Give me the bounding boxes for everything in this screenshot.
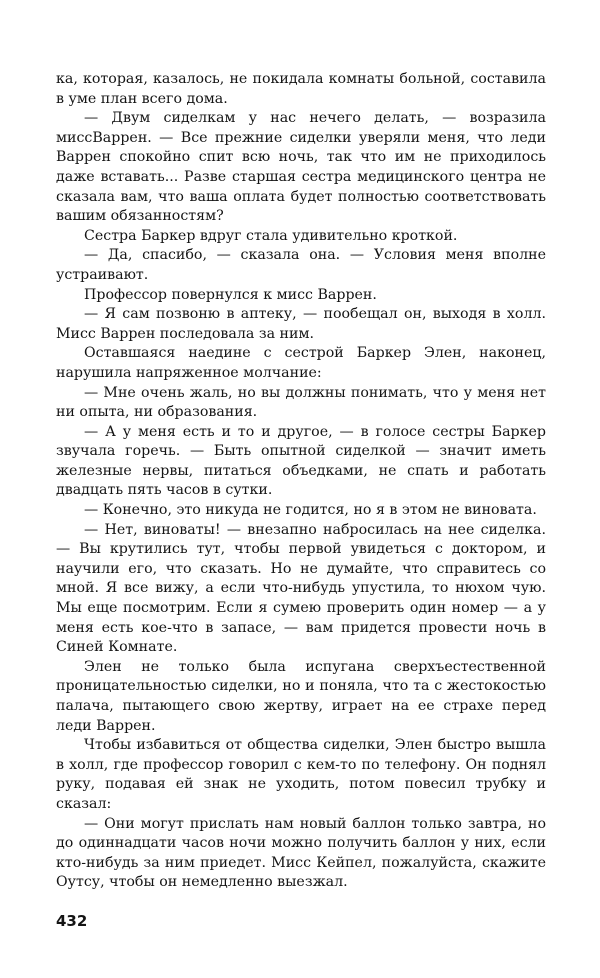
paragraph-12: Элен не только была испугана сверхъестественной проницательностью сиделки, но и поняла, что та с жестокостью палача, пытающего свою жертву, играет на ее страхе перед леди Варрен. — [56, 658, 546, 734]
paragraph-6: — Я сам позвоню в аптеку, — пообещал он, выходя в холл. Мисс Варрен последовала за ним. — [56, 306, 546, 342]
paragraph-1: ка, которая, казалось, не покидала комнаты больной, составила в уме план всего дома. — [56, 71, 546, 107]
paragraph-14: — Они могут прислать нам новый баллон только завтра, но до одиннадцати часов ночи можно получить баллон у них, если кто-нибудь за ним приедет. Мисс Кейпел, пожалуйста, скажите Оутсу, чтобы он немедленно выезжал. — [56, 815, 546, 891]
page-number: 432 — [56, 912, 88, 930]
paragraph-5: Профессор повернулся к мисс Варрен. — [84, 286, 377, 303]
paragraph-3: Сестра Баркер вдруг стала удивительно кроткой. — [84, 227, 458, 244]
paragraph-9: — А у меня есть и то и другое, — в голосе сестры Баркер звучала горечь. — Быть опытной сиделкой — значит иметь железные нервы, питаться объедками, не спать и работать двадцать пять часов в сутки. — [56, 423, 546, 499]
paragraph-7: Оставшаяся наедине с сестрой Баркер Элен, наконец, нарушила напряженное молчание: — [56, 345, 546, 381]
paragraph-4: — Да, спасибо, — сказала она. — Условия меня вполне устраивают. — [56, 247, 546, 283]
paragraph-10: — Конечно, это никуда не годится, но я в этом не виновата. — [84, 502, 537, 519]
book-page-text — [56, 70, 546, 893]
paragraph-13: Чтобы избавиться от общества сиделки, Элен быстро вышла в холл, где профессор говорил с кем-то по телефону. Он поднял руку, подавая ей знак не уходить, потом повесил трубку и сказал: — [56, 737, 546, 812]
paragraph-2: — Двум сиделкам у нас нечего делать, — возразила миссВаррен. — Все прежние сиделки уверяли меня, что леди Варрен спокойно спит всю ночь, так что им не приходилось даже вставать... Разве старшая сестра медицинского центра не сказала вам, что ваша оплата будет полностью соответствовать вашим обязанностям? — [56, 110, 546, 225]
paragraph-8: — Мне очень жаль, но вы должны понимать, что у меня нет ни опыта, ни образования. — [56, 384, 546, 421]
paragraph-11: — Нет, виноваты! — внезапно набросилась на нее сиделка. — Вы крутились тут, чтобы первой увидеться с доктором, и научили его, что сказать. Но не думайте, что справитесь со мной. Я все вижу, а если что-нибудь упустила, то нюхом чую. Мы еще посмотрим. Если я сумею проверить один номер — а у меня есть кое-что в запасе, — вам придется провести ночь в Синей Комнате. — [56, 521, 546, 656]
